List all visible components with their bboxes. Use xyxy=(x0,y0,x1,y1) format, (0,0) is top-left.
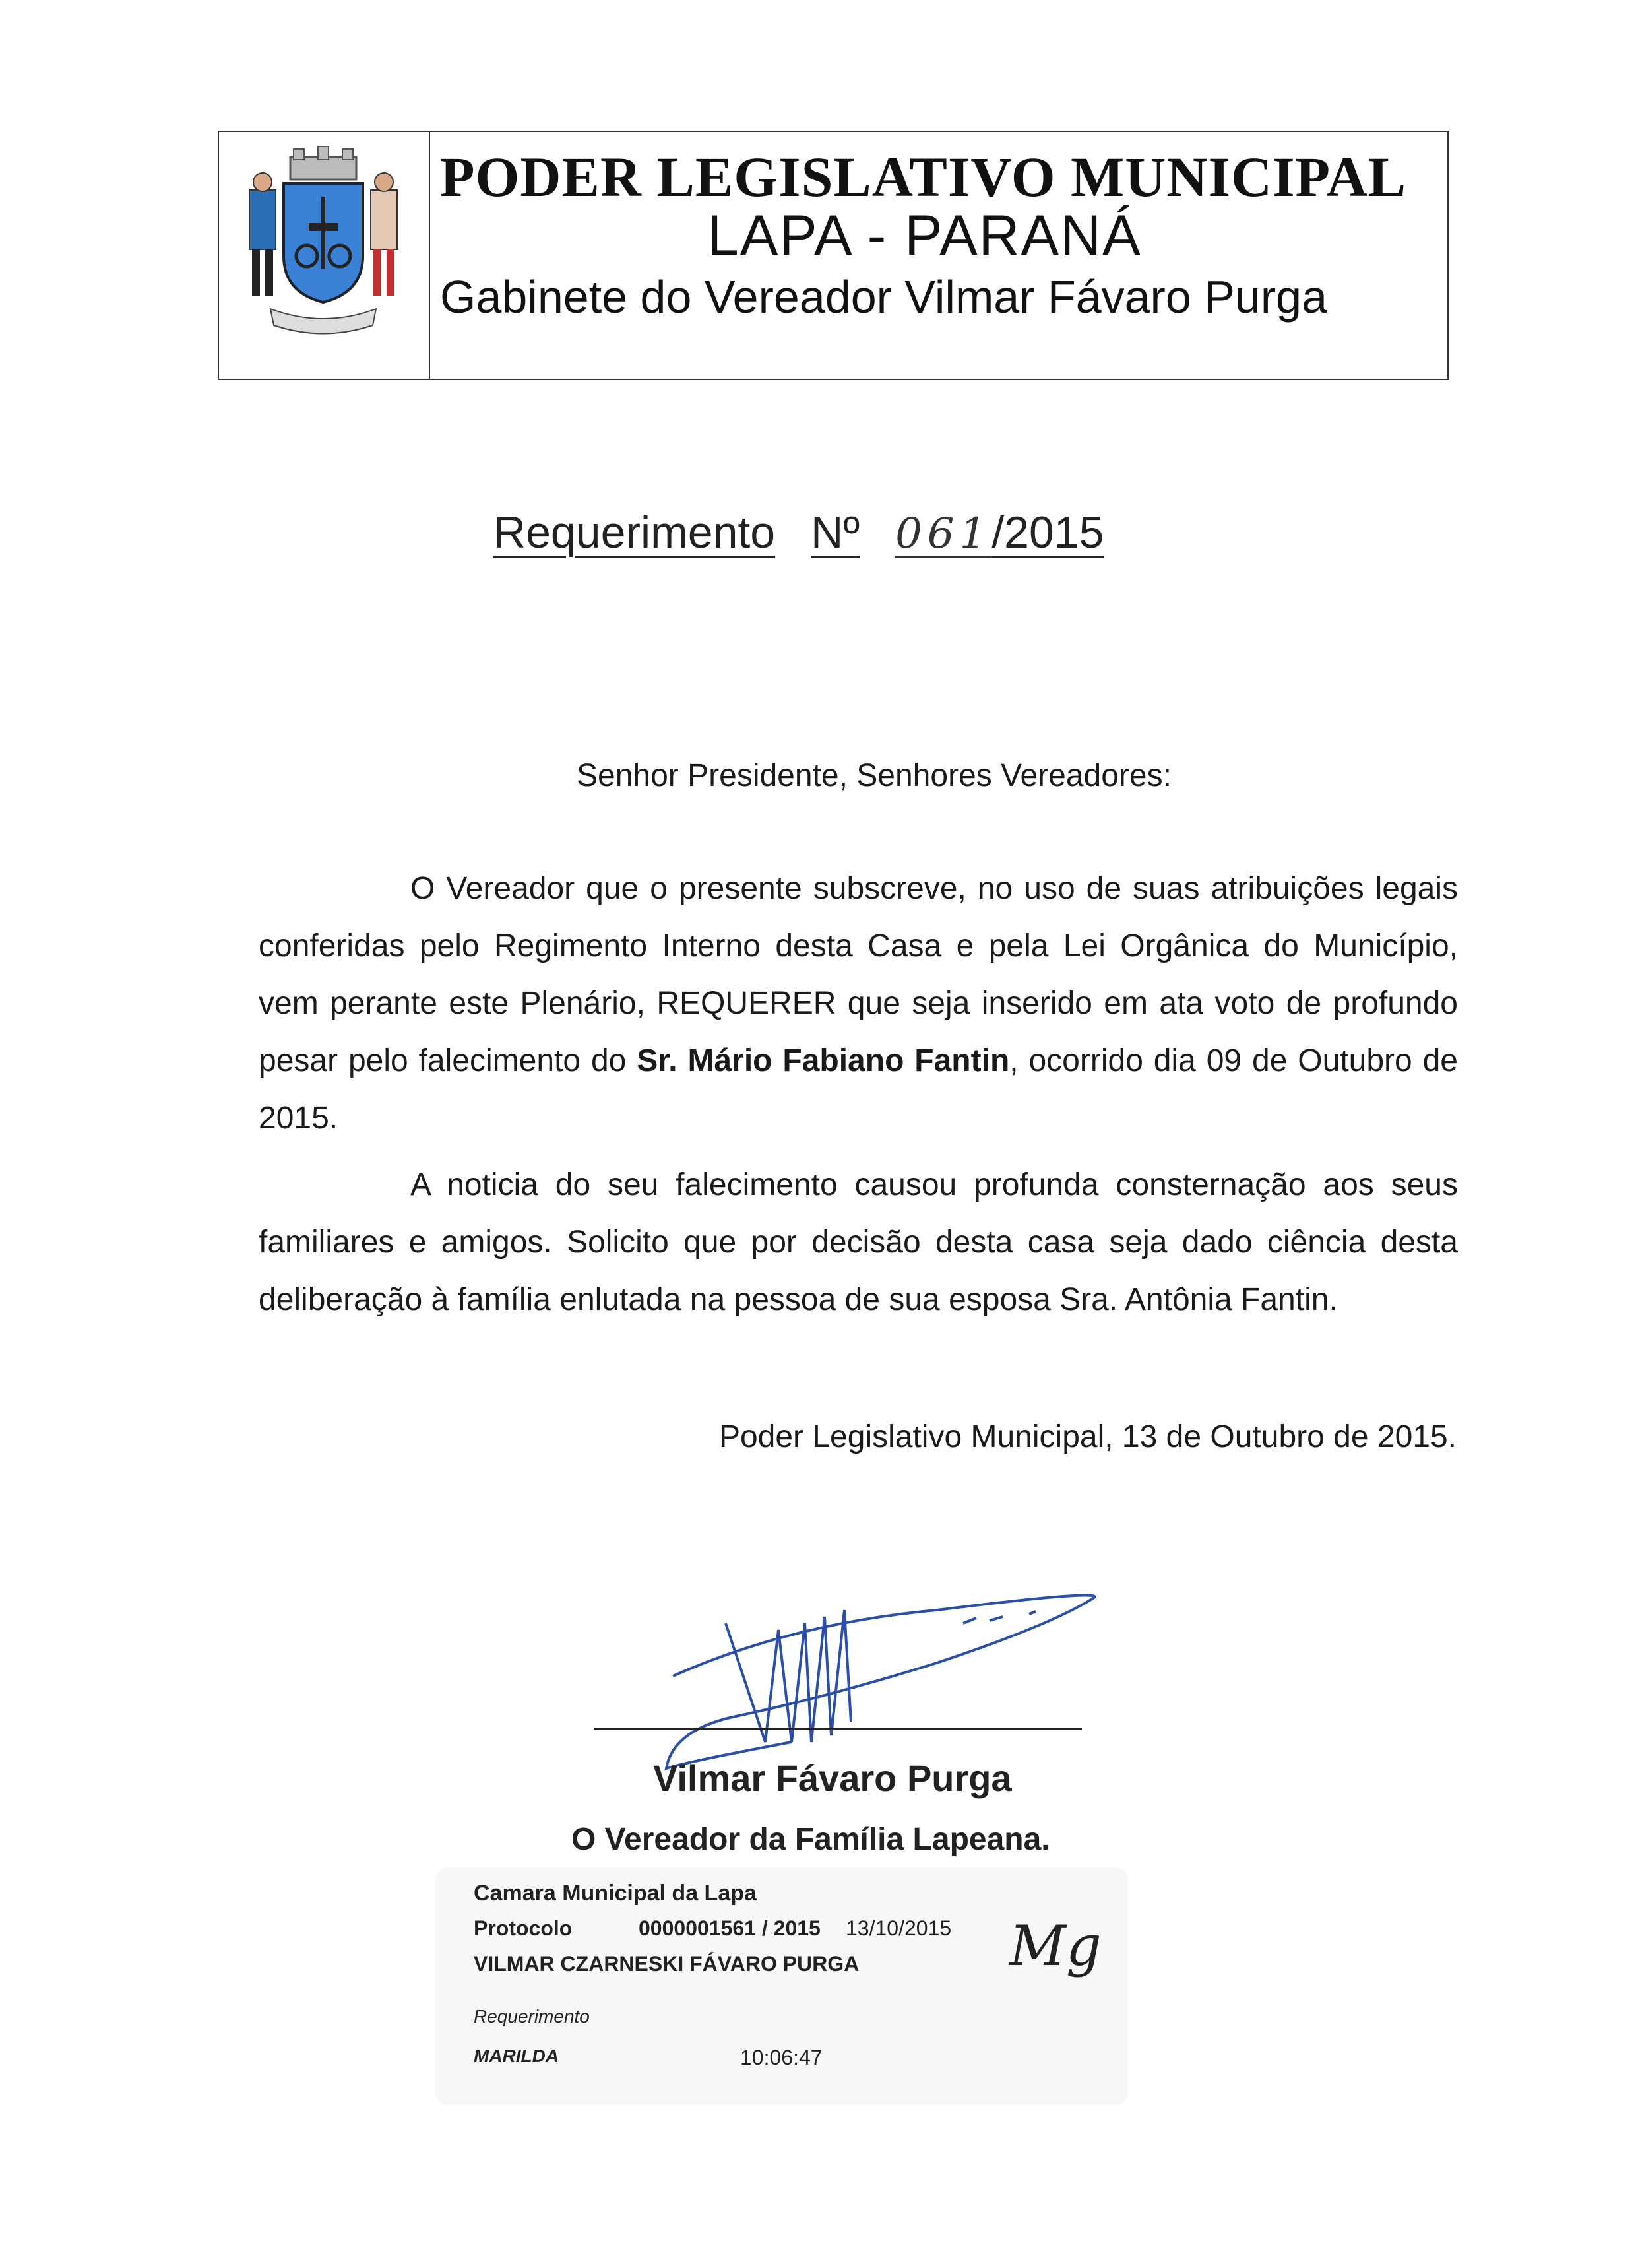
protocol-stamp xyxy=(435,1867,1128,2105)
signature-line xyxy=(594,1728,1082,1730)
handwritten-initials: Mg xyxy=(1009,1914,1102,1978)
header-city: LAPA - PARANÁ xyxy=(707,204,1142,267)
signer-role: O Vereador da Família Lapeana. xyxy=(571,1822,1050,1857)
salutation: Senhor Presidente, Senhores Vereadores: xyxy=(577,758,1172,793)
signature-scribble xyxy=(594,1571,1121,1782)
paragraph-request xyxy=(259,860,1458,1147)
closing-date-line: Poder Legislativo Municipal, 13 de Outubro de 2015. xyxy=(718,1419,1457,1454)
stamp-protocol-number: 0000001561 / 2015 xyxy=(639,1916,821,1940)
stamp-user: MARILDA xyxy=(474,2046,559,2066)
deceased-name: Sr. Mário Fabiano Fantin xyxy=(637,1043,1010,1078)
stamp-doc-type: Requerimento xyxy=(474,2006,590,2026)
letterhead xyxy=(218,131,1449,380)
stamp-protocol-label: Protocolo xyxy=(474,1916,573,1940)
stamp-institution: Camara Municipal da Lapa xyxy=(474,1881,757,1906)
paragraph-condolence: A noticia do seu falecimento causou profunda consternação aos seus familiares e amigos. Solicito que por decisão desta casa seja dado ciência desta deliberação à família enlutada na pessoa de sua esposa Sra. Antônia Fantin. xyxy=(259,1167,1458,1317)
title-symbol: Nº xyxy=(811,507,860,558)
header-office: Gabinete do Vereador Vilmar Fávaro Purga xyxy=(440,271,1328,323)
paragraph-request-text: O Vereador que o presente subscreve, no uso de suas atribuições legais conferidas pelo Regimento Interno desta Casa e pela Lei Orgânica do Município, vem perante este Plenário, REQUERER que seja inserido em ata voto de profundo pesar pelo falecimento do xyxy=(259,871,1458,1078)
header-title: PODER LEGISLATIVO MUNICIPAL xyxy=(440,145,1407,209)
title-label: Requerimento xyxy=(493,507,776,558)
signer-name: Vilmar Fávaro Purga xyxy=(653,1757,1012,1799)
title-number-handwritten: 061 xyxy=(895,509,992,558)
document-title xyxy=(493,507,1104,558)
title-year: /2015 xyxy=(991,507,1104,558)
paragraph-request-date: , ocorrido dia 09 de Outubro de 2015. xyxy=(259,1043,1458,1136)
stamp-requester: VILMAR CZARNESKI FÁVARO PURGA xyxy=(474,1952,860,1976)
stamp-time: 10:06:47 xyxy=(740,2046,823,2069)
coat-of-arms-icon xyxy=(231,144,416,362)
coat-of-arms xyxy=(219,132,430,379)
stamp-protocol-date: 13/10/2015 xyxy=(846,1916,952,1940)
